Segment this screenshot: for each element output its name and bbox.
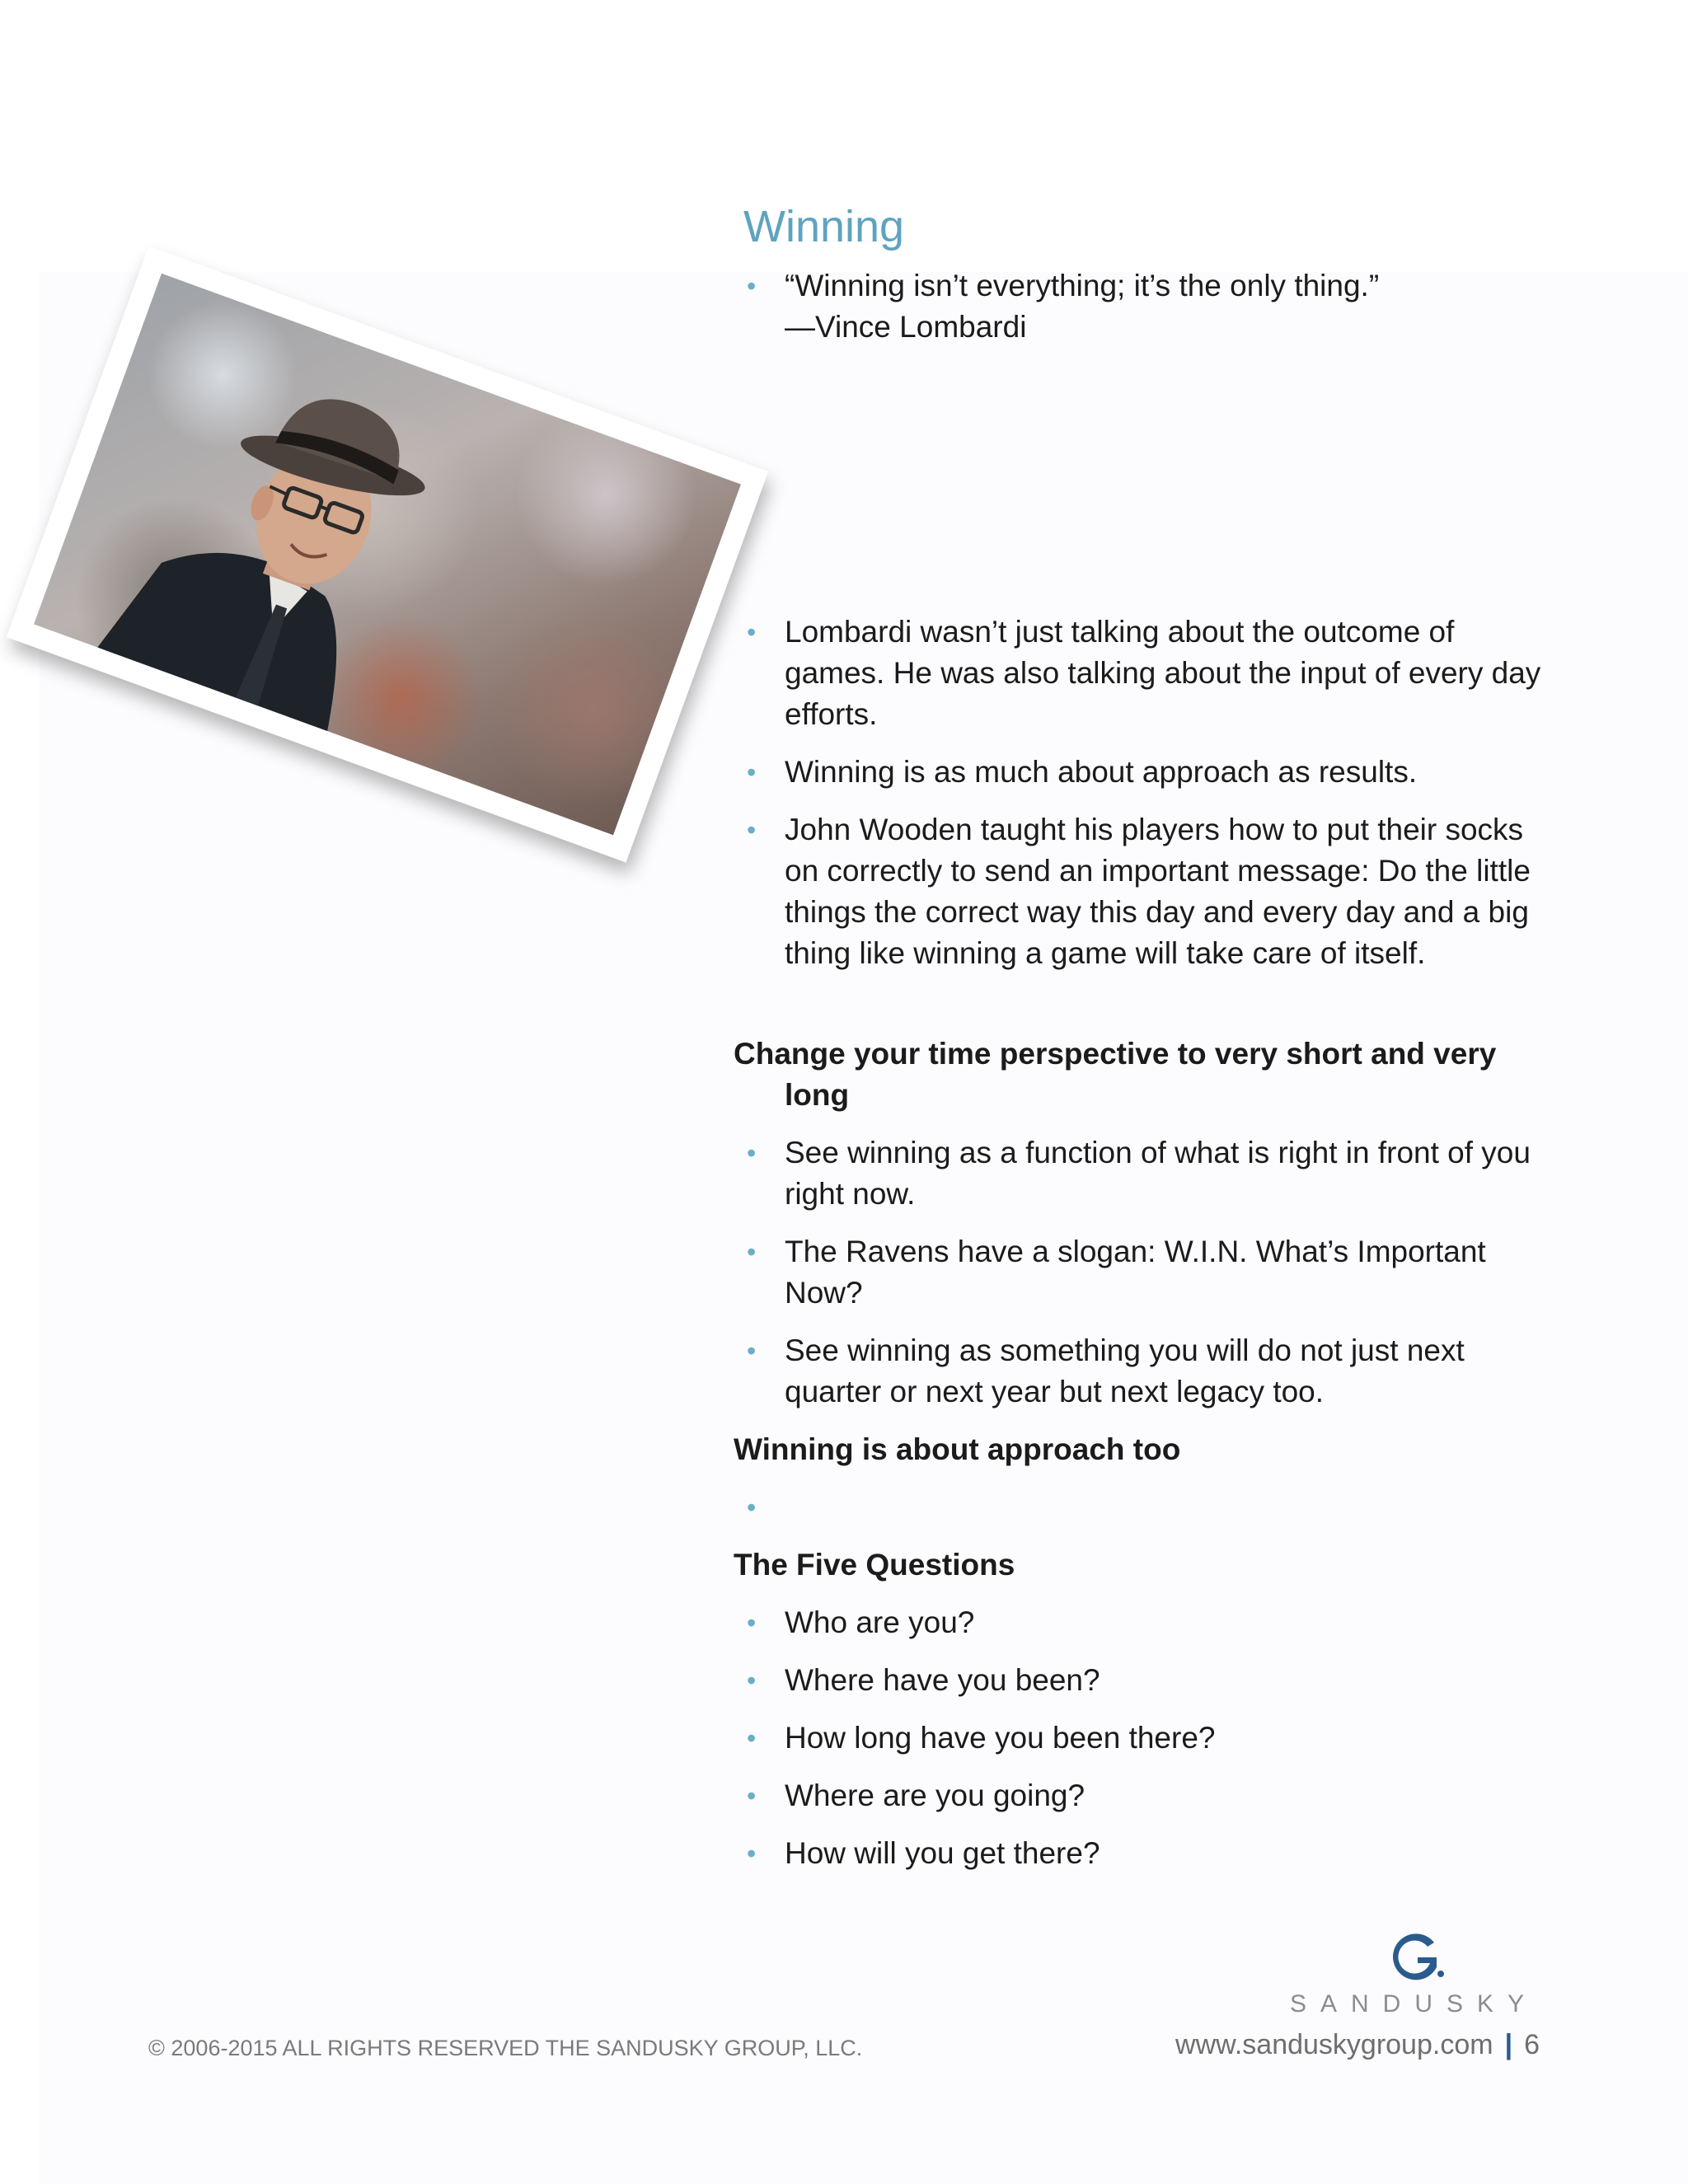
list-item (734, 809, 1558, 974)
bullet-icon: • (747, 271, 757, 301)
list-item-text: John Wooden taught his players how to put their socks on correctly to send an important message: Do the little things the correct way this day and every day and a big thing like winning a game will take care of itself. (785, 813, 1531, 970)
approach-list (734, 1487, 1558, 1528)
footer-separator: | (1504, 2029, 1513, 2060)
bullet-icon: • (747, 757, 757, 787)
list-item-text: Winning is as much about approach as results. (785, 755, 1418, 789)
list-item-empty (734, 1487, 1558, 1528)
spacer (734, 364, 1558, 612)
section-heading-approach: Winning is about approach too (734, 1432, 1181, 1466)
bullet-icon: • (747, 1839, 757, 1868)
page-number: 6 (1524, 2029, 1540, 2060)
bullet-icon: • (747, 1666, 757, 1695)
quote-list (734, 265, 1558, 348)
list-item (734, 1660, 1558, 1701)
quote-item (734, 265, 1558, 348)
footer-copyright: © 2006-2015 ALL RIGHTS RESERVED THE SANDUSKY GROUP, LLC. (148, 2036, 863, 2060)
list-item-text: The Ravens have a slogan: W.I.N. What’s Important Now? (785, 1235, 1486, 1310)
logo-g-icon (1290, 1924, 1537, 1990)
section-heading-time: Change your time perspective to very short and very long (734, 1037, 1497, 1112)
list-item (734, 1231, 1558, 1314)
logo-text: SANDUSKY (1290, 1990, 1539, 2018)
list-item-text: Lombardi wasn’t just talking about the outcome of games. He was also talking about the input of every day efforts. (785, 615, 1541, 731)
list-item-text: Who are you? (785, 1605, 975, 1639)
bullet-icon: • (747, 1723, 757, 1753)
list-item (734, 1602, 1558, 1643)
spacer (734, 991, 1558, 1033)
list-item (734, 612, 1558, 735)
bullet-icon: • (747, 617, 757, 647)
list-item-text: See winning as something you will do not just next quarter or next year but next legacy too. (785, 1333, 1465, 1408)
page-title: Winning (743, 202, 905, 251)
list-item-text: How will you get there? (785, 1836, 1100, 1870)
list-item (734, 1330, 1558, 1413)
quote-text: “Winning isn’t everything; it’s the only thing.” (785, 269, 1380, 302)
list-item (734, 752, 1558, 793)
list-item-text: See winning as a function of what is right in front of you right now. (785, 1136, 1531, 1211)
bullet-icon: • (747, 1608, 757, 1638)
list-item-text: Where are you going? (785, 1779, 1085, 1812)
time-list (734, 1132, 1558, 1413)
bullet-icon: • (747, 1781, 757, 1811)
bullet-icon: • (747, 815, 757, 845)
sandusky-logo (1290, 1924, 1539, 2018)
list-item (734, 1718, 1558, 1759)
bullet-icon: • (747, 1138, 757, 1168)
footer-url-link[interactable]: www.sanduskygroup.com (1175, 2029, 1493, 2060)
list-item (734, 1132, 1558, 1215)
intro-list (734, 612, 1558, 974)
bullet-icon: • (747, 1493, 757, 1522)
list-item-text: How long have you been there? (785, 1721, 1216, 1755)
list-item-text: Where have you been? (785, 1663, 1100, 1697)
footer-right (1175, 2029, 1540, 2061)
bullet-icon: • (747, 1336, 757, 1366)
section-heading-questions: The Five Questions (734, 1548, 1015, 1582)
list-item (734, 1833, 1558, 1874)
questions-list (734, 1602, 1558, 1874)
quote-attribution: —Vince Lombardi (785, 310, 1027, 344)
main-content (734, 198, 1558, 1891)
list-item (734, 1775, 1558, 1816)
bullet-icon: • (747, 1237, 757, 1267)
